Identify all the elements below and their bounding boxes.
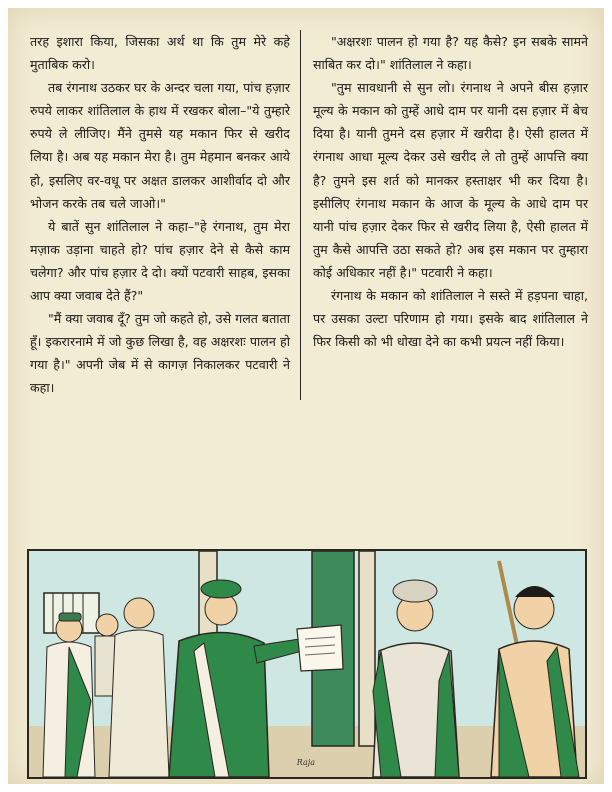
pillar-right — [359, 551, 375, 746]
left-paragraph-4: "मैं क्या जवाब दूँ? तुम जो कहते हो, उसे गलत बताता हूँ। इकरारनामे में जो कुछ लिखा है, वह अक्षरशः पालन हो गया है।" अपनी जेब में से कागज़ निकालकर पटवारी ने कहा। — [30, 311, 290, 396]
right-text-column — [313, 30, 588, 353]
illustration-panel — [27, 549, 587, 779]
left-paragraph-2: तब रंगनाथ उठकर घर के अन्दर चला गया, पांच हज़ार रुपये लाकर शांतिलाल के हाथ में रखकर बोला–"ये तुम्हारे रुपये ले लीजिए। मैंने तुमसे यह मकान फिर से खरीद लिया है। अब यह मकान मेरा है। तुम मेहमान बनकर आये हो, इसलिए वर-वधू पर अक्षत डालकर आशीर्वाद दो और भोजन करके तब चले जाओ।" — [30, 80, 290, 211]
right-paragraph-1: "अक्षरशः पालन हो गया है? यह कैसे? इन सबके सामने साबित कर दो।" शांतिलाल ने कहा। — [313, 34, 588, 73]
comic-page — [8, 8, 604, 784]
left-text-column — [30, 30, 301, 400]
document-paper — [297, 625, 343, 671]
artist-signature: Raja — [296, 758, 315, 767]
illustration-scene — [29, 551, 585, 777]
right-paragraph-2: "तुम सावधानी से सुन लो। रंगनाथ ने अपने बीस हज़ार मूल्य के मकान को तुम्हें आधे दाम पर यानी दस हज़ार में बेच दिया है। यानी तुमने दस हज़ार में खरीदा है। ऐसी हालत में रंगनाथ आधा मूल्य देकर उसे खरीद ले तो तुम्हें आपत्ति क्या है? तुमने इस शर्त को मानकर हस्ताक्षर भी कर दिया है। इसीलिए रंगनाथ मकान के आज के मूल्य के आधे दाम पर यानी पांच हज़ार देकर फिर से खरीद लिया है, ऐसी हालत में तुम कैसे आपत्ति उठा सकते हो? अब इस मकान पर तुम्हारा कोई अधिकार नहीं है।" पटवारी ने कहा। — [313, 80, 588, 280]
left-paragraph-1: तरह इशारा किया, जिसका अर्थ था कि तुम मेरे कहे मुताबिक करो। — [30, 34, 290, 73]
right-paragraph-3: रंगनाथ के मकान को शांतिलाल ने सस्ते में हड़पना चाहा, पर उसका उल्टा परिणाम हो गया। इसके बाद शांतिलाल ने फिर किसी को भी धोखा देने का कभी प्रयत्न नहीं किया। — [313, 288, 588, 350]
left-paragraph-3: ये बातें सुन शांतिलाल ने कहा–"हे रंगनाथ, तुम मेरा मज़ाक उड़ाना चाहते हो? पांच हज़ार देने से कैसे काम चलेगा? और पांच हज़ार दे दो। क्यों पटवारी साहब, इसका आप क्या जवाब देते हैं?" — [30, 218, 290, 304]
